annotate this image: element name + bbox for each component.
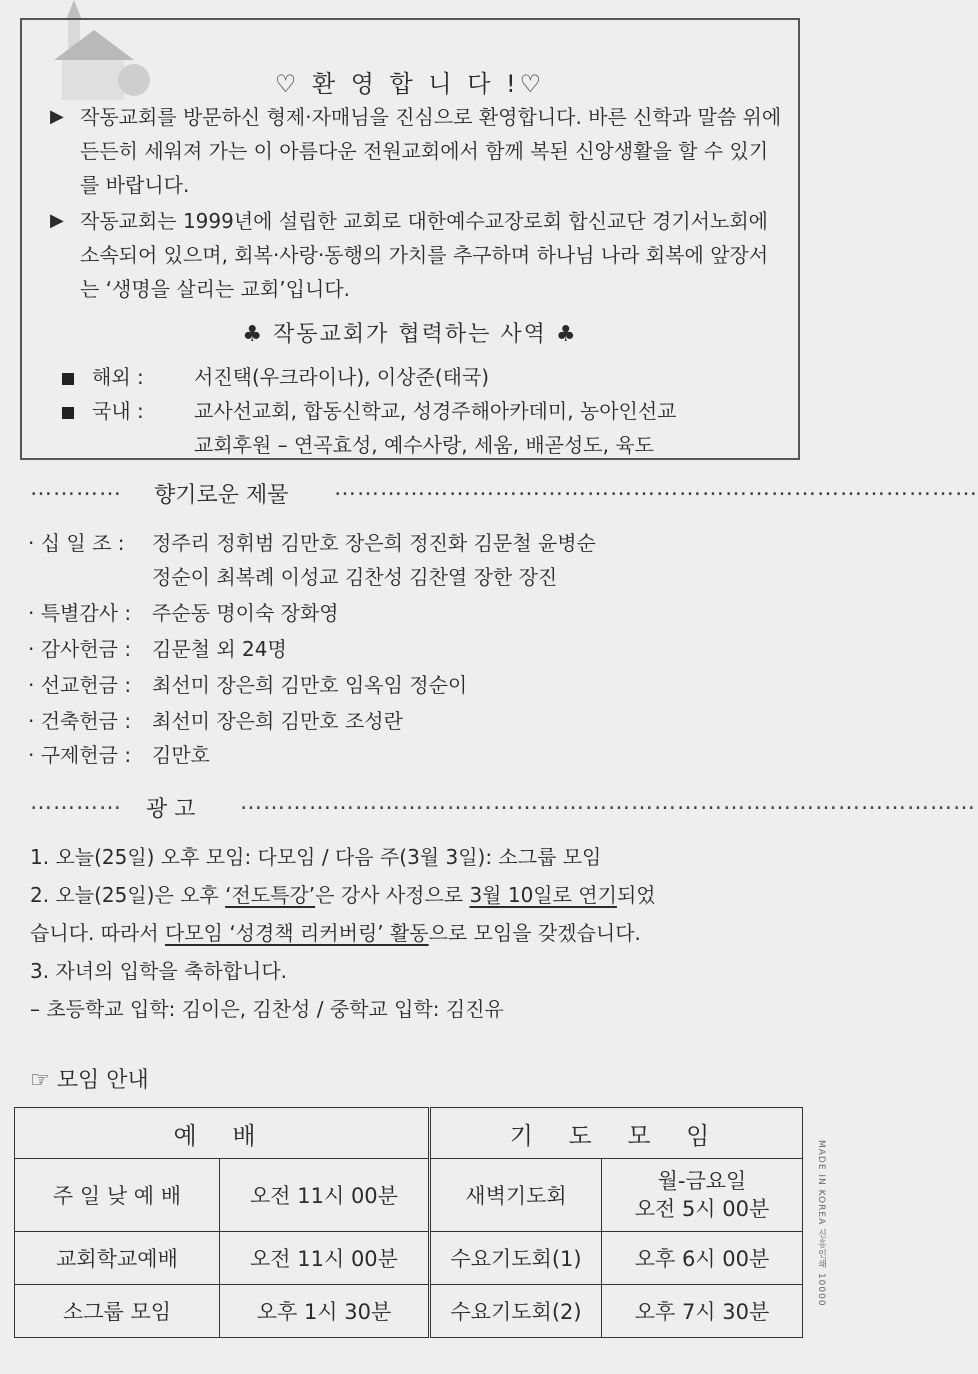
worship-name: 교회학교예배 <box>15 1232 220 1285</box>
offering-row: · 십 일 조 : 정주리 정휘범 김만호 장은희 정진화 김문철 윤병순 <box>28 531 596 555</box>
notice-3-detail: – 초등학교 입학: 김이은, 김찬성 / 중학교 입학: 김진유 <box>30 997 504 1021</box>
worship-time: 오전 11시 00분 <box>220 1232 430 1285</box>
ministry-title: ♣ 작동교회가 협력하는 사역 ♣ <box>242 322 578 347</box>
ministry-overseas-value: 서진택(우크라이나), 이상준(태국) <box>194 365 490 389</box>
worship-header: 예 배 <box>15 1108 430 1159</box>
welcome-paragraph-1: ▶ 작동교회를 방문하신 형제·자매님을 진심으로 환영합니다. 바른 신학과 말씀 위에 든든히 세워져 가는 이 아름다운 전원교회에서 함께 복된 신앙생활을 할 수 있기를 바랍니다. <box>52 100 782 202</box>
worship-name: 주 일 낮 예 배 <box>15 1159 220 1232</box>
meeting-guide-heading: ☞ 모임 안내 <box>30 1068 149 1093</box>
prayer-name: 새벽기도회 <box>430 1159 602 1232</box>
offering-row: · 특별감사 : 주순동 명이숙 장화영 <box>28 601 339 625</box>
welcome-title: ♡ 환 영 합 니 다 !♡ <box>274 70 546 98</box>
worship-name: 소그룹 모임 <box>15 1285 220 1338</box>
ministry-domestic-line2: 교회후원 – 연곡효성, 예수사랑, 세움, 배곧성도, 육도 <box>194 433 654 457</box>
triangle-bullet-icon: ▶ <box>50 210 64 231</box>
notice-1: 1. 오늘(25일) 오후 모임: 다모임 / 다음 주(3월 3일): 소그룹 모임 <box>30 845 602 869</box>
prayer-name: 수요기도회(2) <box>430 1285 602 1338</box>
ministry-domestic: 국내 : <box>62 394 178 428</box>
square-bullet-icon <box>62 407 74 419</box>
offering-row: · 구제헌금 : 김만호 <box>28 743 210 767</box>
square-bullet-icon <box>62 373 74 385</box>
triangle-bullet-icon: ▶ <box>50 106 64 127</box>
printer-mark: MADE IN KOREA 신흥인쇄 10000 <box>816 1140 826 1307</box>
bulletin-page: ♡ 환 영 합 니 다 !♡ ▶ 작동교회를 방문하신 형제·자매님을 진심으로 환영합니다. 바른 신학과 말씀 위에 든든히 세워져 가는 이 아름다운 전원교회에서 함께 복된 신앙생활을 할 수 있기를 바랍니다. ▶ 작동교회는 1999년에 설립한 교회로 대한예수교장로회 합신교단 경기서노회에 소속되어 있으며, 회복·사랑·동행의 가치를 추구하며 하나님 나라 회복에 앞장서는 ‘생명을 살리는 교회’입니다. ♣ 작동교회가 협력하는 사역 ♣ 해외 : 서진택(우크라이나), 이상준(태국) 국내 : 교사선교회, 합동신학교, 성경주해아카데미, 농아인선교 교회후원 – 연곡효성, 예수사랑, 세움, 배곧성도, 육도 ………… 향기로운 제물 ………………………………………………………………………… · 십 일 조 : 정주리 정휘범 김만호 장은희 정진화 김문철 윤병순 정순이 최복례 이성교 김찬성 김찬열 장한 장진 · 특별감사 : 주순동 명이숙 장화영 · 감사헌금 : 김문철 외 24명 · 선교헌금 : 최선미 장은희 김만호 임옥임 정순이 · 건축헌금 : 최선미 장은희 김만호 조성란 · 구제헌금 : 김만호 ………… 광 고 …………………………………………………………………………………… 1. 오늘(25일) 오후 모임: 다모임 / 다음 주(3월 3일): 소그룹 모임 2. 오늘(25일)은 오후 ‘전도특강’은 강사 사정으로 3월 10일로 연기되었 습니다. 따라서 다모임 ‘성경책 리커버링’ 활동으로 모임을 갖겠습니다. 3. 자녀의 입학을 축하합니다. – 초등학교 입학: 김이은, 김찬성 / 중학교 입학: 김진유 ☞ 모임 안내 예 배 기 도 모 임 주 일 낮 예 배 오전 11시 00분 새벽기도회 월-금요일 오전 5시 00분 교회학교예배 오전 11시 00분 수요기도회(1) 오후 6시 00분 소그룹 모임 오후 1시 30분 수요기도회(2) 오후 7시 30분 MADE IN KOREA 신흥인쇄 10000 <box>0 0 837 1374</box>
meeting-schedule-table <box>14 1107 803 1338</box>
worship-time: 오전 11시 00분 <box>220 1159 430 1232</box>
worship-time: 오후 1시 30분 <box>220 1285 430 1338</box>
ministry-domestic-line1: 교사선교회, 합동신학교, 성경주해아카데미, 농아인선교 <box>194 399 677 423</box>
prayer-time: 오후 6시 00분 <box>602 1232 803 1285</box>
offering-row: 정순이 최복례 이성교 김찬성 김찬열 장한 장진 <box>152 565 558 589</box>
offering-row: · 건축헌금 : 최선미 장은희 김만호 조성란 <box>28 709 403 733</box>
notice-2-line2: 습니다. 따라서 다모임 ‘성경책 리커버링’ 활동으로 모임을 갖겠습니다. <box>30 921 641 945</box>
ministry-overseas: 해외 : <box>62 360 178 394</box>
prayer-header: 기 도 모 임 <box>430 1108 803 1159</box>
notice-2-line1: 2. 오늘(25일)은 오후 ‘전도특강’은 강사 사정으로 3월 10일로 연기되었 <box>30 883 656 907</box>
offering-row: · 선교헌금 : 최선미 장은희 김만호 임옥임 정순이 <box>28 673 468 697</box>
welcome-paragraph-2: ▶ 작동교회는 1999년에 설립한 교회로 대한예수교장로회 합신교단 경기서노회에 소속되어 있으며, 회복·사랑·동행의 가치를 추구하며 하나님 나라 회복에 앞장서는 ‘생명을 살리는 교회’입니다. <box>52 204 782 306</box>
prayer-time: 월-금요일 오전 5시 00분 <box>602 1159 803 1232</box>
offering-row: · 감사헌금 : 김문철 외 24명 <box>28 637 287 661</box>
prayer-time: 오후 7시 30분 <box>602 1285 803 1338</box>
notice-3: 3. 자녀의 입학을 축하합니다. <box>30 959 288 983</box>
welcome-box <box>20 18 800 460</box>
prayer-name: 수요기도회(1) <box>430 1232 602 1285</box>
